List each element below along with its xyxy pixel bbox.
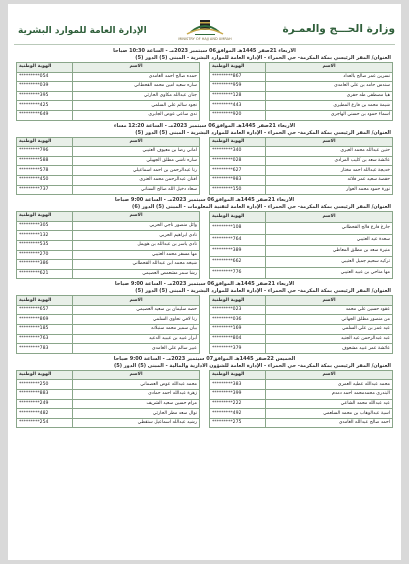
candidate-name: أبرار عبيد بن عيبيد الدعيد (73, 334, 200, 344)
column-header-id: الهوية الوطنية (210, 137, 266, 147)
national-id: *********657 (17, 305, 73, 315)
candidate-name: عائشة سعد بن كليب المرادي (266, 156, 393, 166)
table-row (210, 418, 393, 428)
department-name: الإدارة العامة للموارد البشرية (18, 26, 147, 36)
schedule-content (16, 48, 393, 430)
national-id: *********776 (210, 268, 266, 279)
candidates-table-right (209, 370, 393, 429)
candidate-name: منيرة سعد بن مطلق المعاطي (266, 245, 393, 256)
table-row (210, 175, 393, 185)
candidate-name: محمد عبدالله عطيه العمري (266, 380, 393, 390)
candidate-name: نادي ابراهيم الحربي (73, 231, 200, 241)
table-row (17, 185, 200, 195)
national-id: *********883 (17, 390, 73, 400)
national-id: *********340 (210, 147, 266, 157)
national-id: *********649 (17, 110, 73, 120)
national-id: *********959 (210, 82, 266, 92)
candidate-name: افنان عبدالرحمن محمد العنزي (73, 175, 200, 185)
candidate-name: عيد عمر بن علي السلمي (266, 325, 393, 335)
candidate-name: نسرين عمر صالح بالعداد (266, 72, 393, 82)
national-id: *********796 (17, 147, 73, 157)
candidates-table-left (16, 137, 200, 196)
schedule-section (16, 281, 393, 354)
candidate-name: نوال سعد مطر الحارثي (73, 409, 200, 419)
table-header-row (17, 137, 200, 147)
candidate-name: البندري محمدمحمد احمد دمدم (266, 390, 393, 400)
national-id: *********132 (17, 231, 73, 241)
section-date: الأربعاء 21صفر 1445هـ الموافق06 سبتمبر 2023مـ - الساعة 12:20 مساء (113, 122, 296, 129)
section-tables (16, 211, 393, 279)
column-header-id: الهوية الوطنية (17, 370, 73, 380)
candidate-name: مها مسفر محمد العتيبي (73, 250, 200, 260)
column-header-name: الاسم (266, 370, 393, 380)
table-row (17, 231, 200, 241)
table-row (210, 91, 393, 101)
column-header-name: الاسم (266, 296, 393, 306)
table-row (210, 315, 393, 325)
table-row (17, 260, 200, 270)
table-row (210, 334, 393, 344)
national-id: *********443 (210, 101, 266, 111)
candidate-name: عقود حسين علي محمد (266, 305, 393, 315)
table-row (17, 250, 200, 260)
table-row (17, 380, 200, 390)
national-id: *********588 (17, 156, 73, 166)
candidate-name: ساره سعيد امين محمد القحطاني (73, 82, 200, 92)
national-id: *********621 (17, 269, 73, 279)
table-row (210, 101, 393, 111)
national-id: *********983 (210, 175, 266, 185)
table-row (17, 325, 200, 335)
national-id: *********386 (17, 260, 73, 270)
column-header-name: الاسم (73, 370, 200, 380)
national-id: *********627 (210, 166, 266, 176)
candidate-name: سندس حامد بن علي العامدي (266, 82, 393, 92)
candidate-name: رشيد عبدالله اسماعيل ستقطي (73, 418, 200, 428)
table-row (210, 234, 393, 245)
table-row (210, 256, 393, 267)
national-id: *********036 (210, 315, 266, 325)
column-header-id: الهوية الوطنية (210, 370, 266, 380)
national-id: *********869 (17, 315, 73, 325)
national-id: *********578 (17, 166, 73, 176)
table-row (210, 166, 393, 176)
section-location: العنوان/ المقر الرئيسي بمكة المكرمة- حي الحمراء - الإدارة العامة للموارد البشرية - المبنى (5) الدور (5) (135, 288, 391, 295)
national-id: *********150 (210, 185, 266, 195)
national-id: *********763 (17, 334, 73, 344)
national-id: *********222 (210, 399, 266, 409)
ministry-name: وزارة الحـــج والعمـرة (282, 23, 395, 35)
table-header-row (210, 296, 393, 306)
table-header-row (17, 370, 200, 380)
table-row (17, 305, 200, 315)
column-header-name: الاسم (73, 63, 200, 73)
column-header-name: الاسم (73, 296, 200, 306)
section-date: الأربعاء 21صفر 1445هـ الموافق06 سبتمبر 2023مـ - الساعة 10:30 صباحاً (113, 48, 296, 54)
national-id: *********535 (17, 240, 73, 250)
table-row (210, 380, 393, 390)
column-header-name: الاسم (266, 63, 393, 73)
candidate-name: نادي ياسر بن عبدالله بن هويمل (73, 240, 200, 250)
table-row (210, 344, 393, 354)
candidate-name: هيا مصطفى طه حفري (266, 91, 393, 101)
national-id: *********783 (17, 344, 73, 354)
candidate-name: حفصة سعيد عمر فلاته (266, 175, 393, 185)
section-tables (16, 370, 393, 429)
national-id: *********764 (210, 234, 266, 245)
table-row (17, 110, 200, 120)
column-header-id: الهوية الوطنية (17, 137, 73, 147)
table-header-row (17, 63, 200, 73)
national-id: *********737 (17, 185, 73, 195)
column-header-id: الهوية الوطنية (17, 63, 73, 73)
schedule-section (16, 356, 393, 429)
table-row (17, 390, 200, 400)
table-row (17, 418, 200, 428)
table-row (17, 240, 200, 250)
table-row (17, 409, 200, 419)
table-row (210, 305, 393, 315)
candidates-table-left (16, 370, 200, 429)
candidate-name: زهرة عبدالله احمد حمادي (73, 390, 200, 400)
candidates-table-left (16, 295, 200, 354)
column-header-name: الاسم (73, 212, 200, 222)
national-id: *********920 (210, 110, 266, 120)
national-id: *********128 (210, 91, 266, 101)
candidate-name: ندى ساعي عوض الجابري (73, 110, 200, 120)
table-row (17, 175, 200, 185)
table-row (210, 72, 393, 82)
national-id: *********379 (210, 344, 266, 354)
section-location: العنوان/ المقر الرئيسي بمكة المكرمة- حي الحمراء - الإدارة العامة للموارد البشرية - المبنى (5) الدور (5) (135, 129, 391, 136)
candidate-name: شيمة محمد بن فارع المطيري (266, 101, 393, 111)
table-row (17, 399, 200, 409)
candidate-name: عبد عبدالرحمن عيد الجنيد (266, 334, 393, 344)
table-row (210, 390, 393, 400)
section-date: الأربعاء 21صفر 1445هـ الموافق06 سبتمبر 2023مـ - الساعة 9:00 صباحاً (114, 281, 295, 288)
section-location: العنوان/ المقر الرئيسي بمكة المكرمة- حي الحمراء - الإدارة العامة للموارد البشرية - المبنى (5) الدور (5) (135, 55, 391, 61)
national-id: *********395 (17, 91, 73, 101)
candidate-name: بيان سمير محمد سنبلانه (73, 325, 200, 335)
table-header-row (210, 370, 393, 380)
candidate-name: رنا عبدالرحمن بن احمد اسماعيلي (73, 166, 200, 176)
schedule-section (16, 123, 393, 196)
candidate-name: سعاد دخيل الله صالح السناني (73, 185, 200, 195)
table-row (210, 399, 393, 409)
candidates-table-left (16, 211, 200, 279)
column-header-id: الهوية الوطنية (17, 296, 73, 306)
table-header-row (210, 137, 393, 147)
schedule-section (16, 197, 393, 279)
table-row (210, 409, 393, 419)
national-id: *********867 (210, 72, 266, 82)
candidates-table-right (209, 295, 393, 354)
section-tables (16, 62, 393, 121)
candidate-name: اسماء حمود بن حسني الهاجري (266, 110, 393, 120)
candidate-name: رشا سمر مشعمص العصيمي (73, 269, 200, 279)
candidate-name: وائل منصور ناجي الحربي (73, 221, 200, 231)
table-row (17, 221, 200, 231)
table-row (210, 110, 393, 120)
table-row (17, 334, 200, 344)
candidate-name: محمد عبدالله عوض العصماني (73, 380, 200, 390)
section-tables (16, 295, 393, 354)
table-row (210, 325, 393, 335)
national-id: *********450 (17, 175, 73, 185)
section-location: العنوان/ المقر الرئيسي بمكة المكرمة- حي الحمراء - الإدارة العامة للشؤون الادارية والمالية - المبنى (5) الدور (5) (113, 362, 391, 369)
table-row (17, 344, 200, 354)
column-header-name: الاسم (266, 212, 393, 223)
table-row (210, 147, 393, 157)
table-header-row (17, 212, 200, 222)
candidate-name: احمد صالح عبدالله الغامدي (266, 418, 393, 428)
candidate-name: شيخه محمد ابن عبدالله القحطاني (73, 260, 200, 270)
table-header-row (17, 296, 200, 306)
national-id: *********249 (17, 399, 73, 409)
candidate-name: خديجة عبدالله احمد مختار (266, 166, 393, 176)
header-divider (14, 44, 395, 45)
column-header-id: الهوية الوطنية (210, 296, 266, 306)
column-header-id: الهوية الوطنية (17, 212, 73, 222)
table-row (17, 72, 200, 82)
candidates-table-left (16, 62, 200, 121)
section-tables (16, 137, 393, 196)
table-row (17, 91, 200, 101)
national-id: *********305 (17, 221, 73, 231)
national-id: *********028 (210, 156, 266, 166)
national-id: *********254 (17, 418, 73, 428)
table-header-row (210, 63, 393, 73)
table-row (210, 185, 393, 195)
candidate-name: عبير سالم علي الغامدي (73, 344, 200, 354)
section-location: العنوان/ المقر الرئيسي بمكة المكرمة- حي الحمراء - الإدارة العامة لتقنية المعلومات - المبنى (5) الدور (6) (132, 204, 391, 211)
candidate-name: من منصور مطلق الجهاني (266, 315, 393, 325)
table-row (210, 156, 393, 166)
national-id: *********054 (17, 72, 73, 82)
table-row (17, 315, 200, 325)
candidate-name: مرام حسين سعيد الشريف (73, 399, 200, 409)
table-row (17, 166, 200, 176)
table-row (17, 101, 200, 111)
table-row (17, 147, 200, 157)
national-id: *********023 (210, 305, 266, 315)
logo-caption: MINISTRY OF HAJJ AND UMRAH (178, 37, 232, 41)
candidate-name: حصه سليمان بن سعيد العصيمي (73, 305, 200, 315)
national-id: *********389 (210, 245, 266, 256)
national-id: *********270 (17, 250, 73, 260)
national-id: *********804 (210, 334, 266, 344)
candidate-name: عيد عبدالله محمد الشاعي (266, 399, 393, 409)
candidate-name: حنين عبدالله محمد العبري (266, 147, 393, 157)
table-row (210, 82, 393, 92)
table-row (210, 245, 393, 256)
candidate-name: عائشة عمر عبيد مشعوف (266, 344, 393, 354)
column-header-id: الهوية الوطنية (210, 63, 266, 73)
candidate-name: سعدة عيد العتيبي (266, 234, 393, 245)
column-header-name: الاسم (73, 137, 200, 147)
schedule-section (16, 48, 393, 121)
table-row (210, 268, 393, 279)
candidate-name: مها مناحي بن عبيد العتيبي (266, 268, 393, 279)
candidates-table-right (209, 137, 393, 196)
national-id: *********425 (17, 101, 73, 111)
national-id: *********662 (210, 256, 266, 267)
national-id: *********039 (17, 82, 73, 92)
candidate-name: رنا لافي نحاوي السلمي (73, 315, 200, 325)
table-row (17, 82, 200, 92)
candidates-table-right (209, 211, 393, 279)
national-id: *********275 (210, 418, 266, 428)
candidate-name: نجود سالم علي السلمي (73, 101, 200, 111)
candidate-name: اسية عبدالوهاب بن محمد السلعمي (266, 409, 393, 419)
national-id: *********169 (210, 325, 266, 335)
national-id: *********399 (210, 390, 266, 400)
candidate-name: اماني رضا بن معيوف العتيبي (73, 147, 200, 157)
candidate-name: نورة حمود محمد العوار (266, 185, 393, 195)
table-row (17, 156, 200, 166)
national-id: *********492 (210, 409, 266, 419)
column-header-id: الهوية الوطنية (210, 212, 266, 223)
national-id: *********250 (17, 380, 73, 390)
candidates-table-right (209, 62, 393, 121)
letterhead (8, 4, 401, 44)
candidate-name: تركيه سحيم جميل العتيبي (266, 256, 393, 267)
national-id: *********482 (17, 409, 73, 419)
section-date: الخميس 22صفر 1445هـ الموافق07 سبتمبر 2023مـ - الساعة 9:00 صباحاً (113, 355, 296, 362)
candidate-name: حمده صالح احمد الغامدي (73, 72, 200, 82)
national-id: *********383 (210, 380, 266, 390)
document-page (8, 4, 401, 560)
section-date: الأربعاء 21صفر 1445هـ الموافق06 سبتمبر 2023مـ - الساعة 9:00 صباحاً (114, 197, 295, 204)
table-row (210, 223, 393, 234)
national-id: *********185 (17, 325, 73, 335)
national-id: *********108 (210, 223, 266, 234)
column-header-name: الاسم (266, 137, 393, 147)
candidate-name: جارغ فارع فالح القحطاني (266, 223, 393, 234)
table-row (17, 269, 200, 279)
candidate-name: ساره ناشي مطلق الجهيلي (73, 156, 200, 166)
candidate-name: جنان عبدالله مكاوي الحارثي (73, 91, 200, 101)
table-header-row (210, 212, 393, 223)
